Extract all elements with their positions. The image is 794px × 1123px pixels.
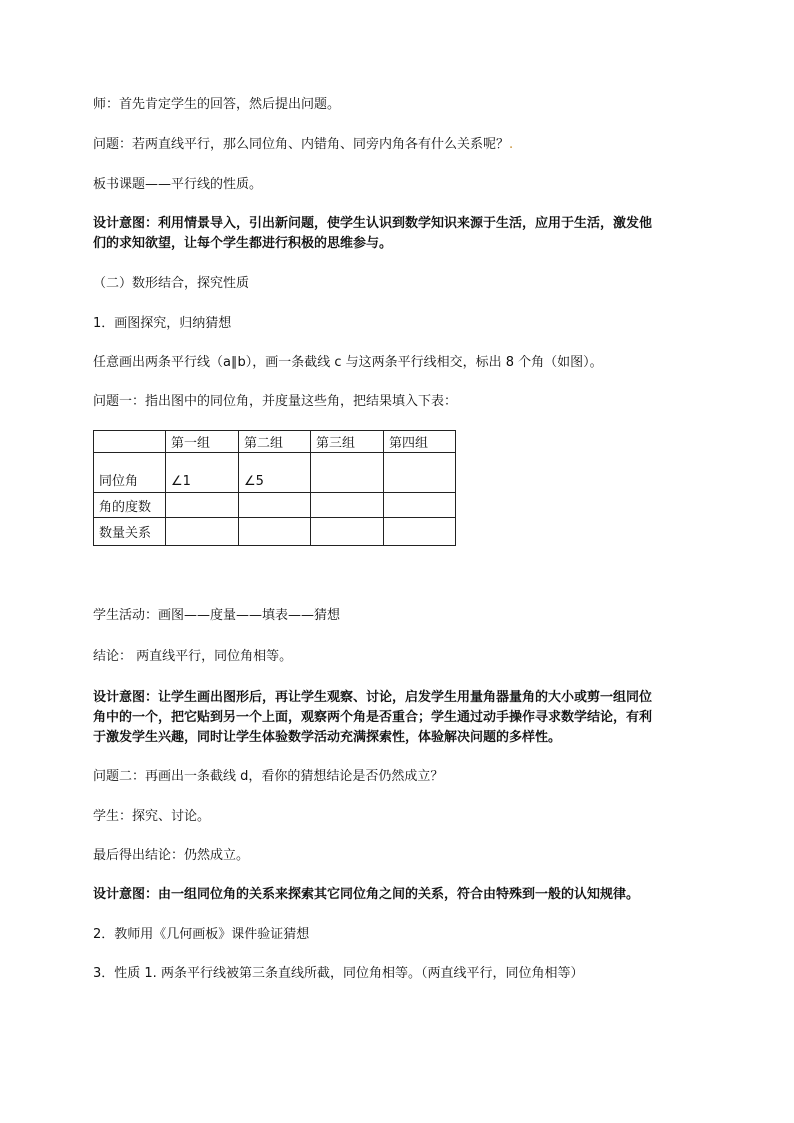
table-cell: 同位角: [94, 453, 166, 493]
step-one-heading: 1．画图探究，归纳猜想: [93, 316, 232, 331]
table-row: [94, 493, 456, 518]
table-cell: 数量关系: [94, 518, 166, 546]
question-one-paragraph: 问题一：指出图中的同位角，并度量这些角，把结果填入下表：: [93, 394, 458, 409]
student-explore-paragraph: 学生：探究、讨论。: [93, 809, 211, 824]
table-row: [94, 453, 456, 493]
table-header-cell: 第四组: [384, 431, 456, 453]
blackboard-title-paragraph: 板书课题——平行线的性质。: [93, 177, 263, 192]
table-cell: [384, 518, 456, 546]
design-intent-1-line2: 们的求知欲望，让每个学生都进行积极的思维参与。: [93, 236, 393, 251]
table-cell: ∠1: [166, 453, 239, 493]
table-header-cell: [94, 431, 166, 453]
step-three-property: 3．性质 1. 两条平行线被第三条直线所截，同位角相等。（两直线平行，同位角相等）: [93, 966, 584, 981]
table-cell: [239, 493, 311, 518]
design-intent-3-paragraph: 设计意图：由一组同位角的关系来探索其它同位角之间的关系，符合由特殊到一般的认知规律。: [93, 887, 640, 902]
table-cell: [311, 518, 384, 546]
design-intent-2-line2: 角中的一个，把它贴到另一个上面，观察两个角是否重合；学生通过动手操作寻求数学结论，有利: [93, 710, 653, 725]
table-cell: ∠5: [239, 453, 311, 493]
table-cell: [166, 493, 239, 518]
table-row: [94, 518, 456, 546]
question-main-text: 问题：若两直线平行，那么同位角、内错角、同旁内角各有什么关系呢？: [93, 137, 510, 152]
table-header-row: [94, 431, 456, 453]
question-two-paragraph: 问题二：再画出一条截线 d，看你的猜想结论是否仍然成立？: [93, 769, 444, 784]
final-conclusion-paragraph: 最后得出结论：仍然成立。: [93, 848, 250, 863]
table-cell: [166, 518, 239, 546]
table-header-cell: 第二组: [239, 431, 311, 453]
student-activity-paragraph: 学生活动：画图——度量——填表——猜想: [93, 608, 341, 623]
table-header-cell: 第三组: [311, 431, 384, 453]
table-cell: [239, 518, 311, 546]
design-intent-2-line3: 于激发学生兴趣，同时让学生体验数学活动充满探索性，体验解决问题的多样性。: [93, 730, 562, 745]
table-cell: [311, 493, 384, 518]
table-cell: [384, 493, 456, 518]
table-cell: [311, 453, 384, 493]
angles-table: [93, 430, 456, 546]
table-cell: 角的度数: [94, 493, 166, 518]
step-two-heading: 2．教师用《几何画板》课件验证猜想: [93, 927, 310, 942]
design-intent-1-line1: 设计意图：利用情景导入，引出新问题，使学生认识到数学知识来源于生活，应用于生活，激发他: [93, 216, 653, 231]
question-main-paragraph: [93, 135, 714, 155]
instruction-paragraph: 任意画出两条平行线（a∥b），画一条截线 c 与这两条平行线相交，标出 8 个角（如图）。: [93, 355, 603, 370]
table-header-cell: 第一组: [166, 431, 239, 453]
conclusion-paragraph: 结论： 两直线平行，同位角相等。: [93, 649, 293, 664]
section-two-heading: （二）数形结合，探究性质: [93, 276, 250, 291]
teacher-affirm-paragraph: 师：首先肯定学生的回答，然后提出问题。: [93, 97, 341, 112]
question-main-mark: .: [509, 137, 514, 152]
design-intent-2-line1: 设计意图：让学生画出图形后，再让学生观察、讨论，启发学生用量角器量角的大小或剪一组同位: [93, 690, 653, 705]
table-cell: [384, 453, 456, 493]
